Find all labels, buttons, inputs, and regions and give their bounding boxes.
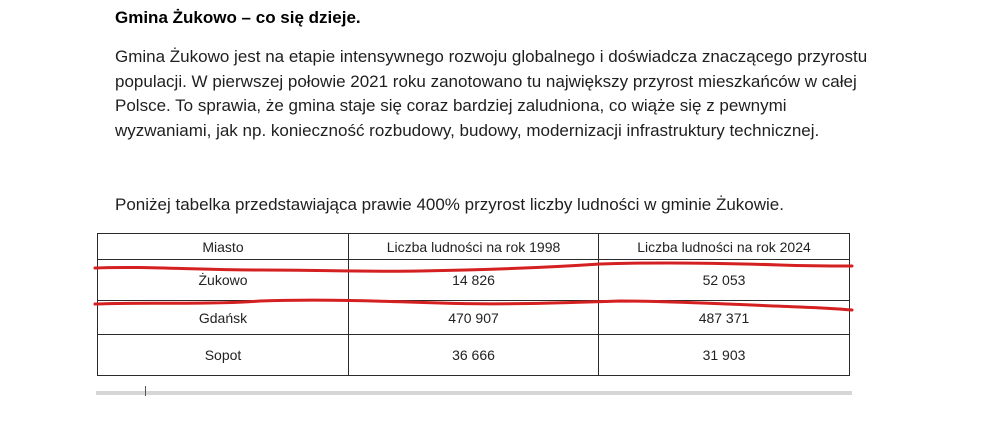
table-header-row bbox=[98, 234, 850, 260]
intro-paragraph: Gmina Żukowo jest na etapie intensywnego rozwoju globalnego i doświadcza znaczącego przyrostu populacji. W pierwszej połowie 2021 roku zanotowano tu największy przyrost mieszkańców w całej Polsce. To sprawia, że gmina staje się coraz bardziej zaludniona, co wiąże się z pewnymi wyzwaniami, jak np. konieczność rozbudowy, budowy, modernizacji infrastruktury technicznej. bbox=[115, 47, 868, 140]
cell-population-2024: 52 053 bbox=[599, 260, 850, 301]
document-heading: Gmina Żukowo – co się dzieje. bbox=[115, 8, 361, 27]
header-population-2024: Liczba ludności na rok 2024 bbox=[599, 234, 850, 260]
text-cursor-mark bbox=[145, 386, 146, 396]
table-bottom-shadow bbox=[96, 391, 852, 395]
table-row bbox=[98, 260, 850, 301]
cell-population-2024: 487 371 bbox=[599, 301, 850, 335]
cell-population-1998: 470 907 bbox=[349, 301, 599, 335]
population-table bbox=[97, 233, 850, 376]
cell-city: Gdańsk bbox=[98, 301, 349, 335]
cell-city: Żukowo bbox=[98, 260, 349, 301]
header-city: Miasto bbox=[98, 234, 349, 260]
header-population-1998: Liczba ludności na rok 1998 bbox=[349, 234, 599, 260]
table-row bbox=[98, 335, 850, 376]
cell-city: Sopot bbox=[98, 335, 349, 376]
cell-population-2024: 31 903 bbox=[599, 335, 850, 376]
table-row bbox=[98, 301, 850, 335]
cell-population-1998: 14 826 bbox=[349, 260, 599, 301]
population-table-container bbox=[97, 233, 846, 387]
cell-population-1998: 36 666 bbox=[349, 335, 599, 376]
table-caption-paragraph: Poniżej tabelka przedstawiająca prawie 400% przyrost liczby ludności w gminie Żukowie. bbox=[115, 195, 784, 214]
